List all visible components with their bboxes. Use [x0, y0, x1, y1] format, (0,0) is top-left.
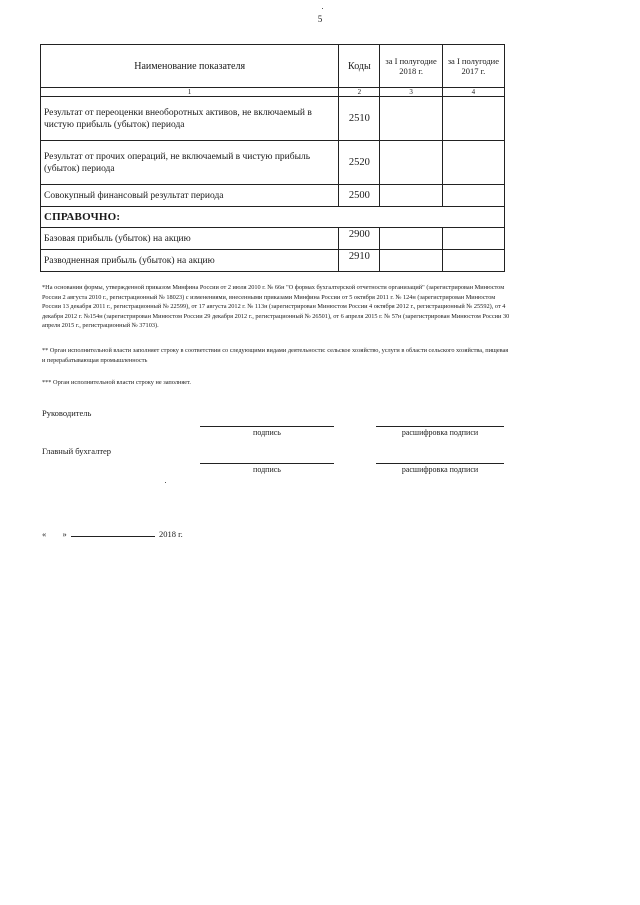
head-label: Руководитель — [42, 408, 92, 418]
row-code: 2500 — [339, 185, 380, 207]
chief-accountant-label: Главный бухгалтер — [42, 446, 112, 456]
value-cell-2017 — [442, 250, 504, 272]
scan-speck — [165, 482, 166, 483]
scan-speck — [322, 8, 323, 9]
column-number-row — [41, 88, 505, 97]
table-row — [41, 228, 505, 250]
value-cell-2018 — [380, 141, 442, 185]
accountant-signature-line — [200, 463, 334, 464]
row-label: Разводненная прибыль (убыток) на акцию — [41, 250, 339, 272]
month-blank — [71, 528, 155, 537]
date-open-quote: « — [42, 529, 47, 539]
report-table — [40, 44, 505, 272]
value-cell-2018 — [380, 97, 442, 141]
head-signature-caption: подпись — [253, 428, 281, 437]
row-label: Базовая прибыль (убыток) на акцию — [41, 228, 339, 250]
row-code: 2520 — [339, 141, 380, 185]
row-label: Совокупный финансовый результат периода — [41, 185, 339, 207]
table-row — [41, 141, 505, 185]
row-code: 2510 — [339, 97, 380, 141]
row-label: Результат от переоценки внеоборотных активов, не включаемый в чистую прибыль (убыток) периода — [41, 97, 339, 141]
value-cell-2017 — [442, 185, 504, 207]
footnote-2: ** Орган исполнительной власти заполняет строку в соответствии со следующими видами деятельности: сельское хозяйство, услуги в области сельского хозяйства, пищевая и перерабатывающая промышленность — [42, 347, 509, 364]
accountant-signature-caption: подпись — [253, 465, 281, 474]
head-signature-line — [200, 426, 334, 427]
column-number: 1 — [41, 88, 339, 97]
date-year: 2018 г. — [159, 529, 183, 539]
value-cell-2018 — [380, 185, 442, 207]
value-cell-2018 — [380, 250, 442, 272]
row-code: 2910 — [339, 250, 380, 272]
date-close-quote: » — [62, 529, 67, 539]
section-heading: СПРАВОЧНО: — [41, 207, 505, 228]
column-number: 2 — [339, 88, 380, 97]
head-decoding-line — [376, 426, 504, 427]
footnote-3: *** Орган исполнительной власти строку не заполняет. — [42, 379, 191, 386]
accountant-decoding-caption: расшифровка подписи — [401, 465, 479, 474]
table-row — [41, 97, 505, 141]
header-indicator-name: Наименование показателя — [41, 45, 339, 88]
page-number: 5 — [317, 14, 323, 24]
value-cell-2017 — [442, 97, 504, 141]
value-cell-2017 — [442, 228, 504, 250]
table-row — [41, 250, 505, 272]
value-cell-2017 — [442, 141, 504, 185]
column-number: 3 — [380, 88, 442, 97]
value-cell-2018 — [380, 228, 442, 250]
table-row — [41, 185, 505, 207]
head-decoding-caption: расшифровка подписи — [401, 428, 479, 437]
date-line — [42, 528, 183, 539]
header-period-2018: за I полугодие 2018 г. — [380, 45, 442, 88]
row-code: 2900 — [339, 228, 380, 250]
column-number: 4 — [442, 88, 504, 97]
section-row — [41, 207, 505, 228]
accountant-decoding-line — [376, 463, 504, 464]
header-period-2017: за I полугодие 2017 г. — [442, 45, 504, 88]
header-codes: Коды — [339, 45, 380, 88]
table-header-row — [41, 45, 505, 88]
footnote-1: *На основании формы, утвержденной приказом Минфина России от 2 июля 2010 г. № 66н "О формах бухгалтерской отчетности организаций" (зарегистрирован Минюстом России 2 августа 2010 г., регистрационный № 18023) с изменениями, внесенными приказами Минфина России от 5 октября 2011 г. № 124н (зарегистрирован Минюстом России 13 декабря 2011 г., регистрационный № 22599), от 17 августа 2012 г. № 113н (зарегистрирован Минюстом России 4 октября 2012 г., регистрационный № 25592), от 4 декабря 2012 г. №154н (зарегистрирован Минюстом России 29 декабря 2012 г., регистрационный № 26501), от 6 апреля 2015 г. № 57н (зарегистрирован Минюстом России 30 апреля 2015 г., регистрационный № 37103). — [42, 284, 510, 329]
row-label: Результат от прочих операций, не включаемый в чистую прибыль (убыток) периода — [41, 141, 339, 185]
